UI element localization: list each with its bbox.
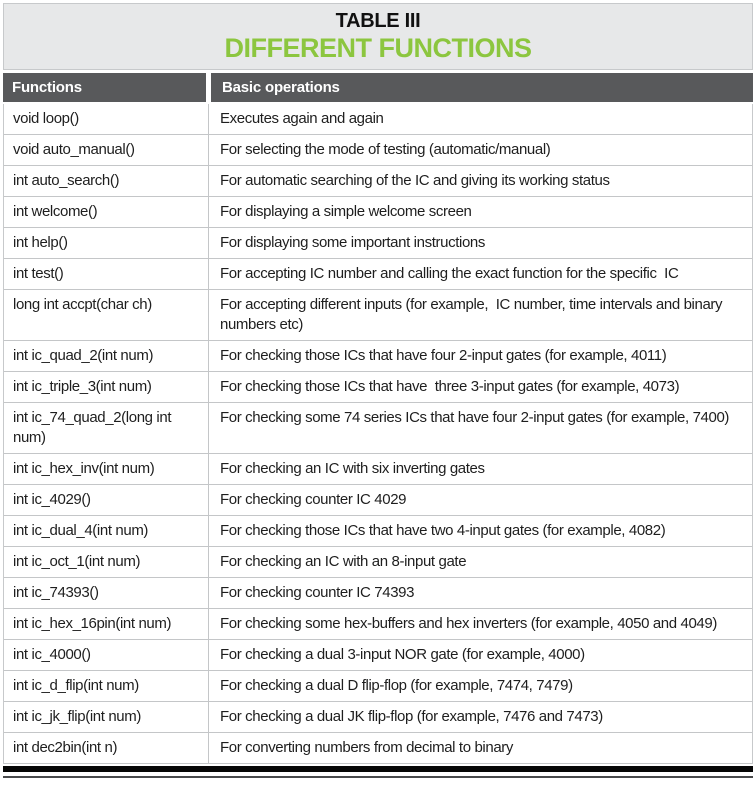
- table-row: [4, 702, 752, 733]
- table-row: [4, 609, 752, 640]
- table-row: [4, 290, 752, 341]
- operation-cell: For checking those ICs that have four 2-input gates (for example, 4011): [220, 347, 667, 364]
- function-cell: int ic_oct_1(int num): [4, 547, 209, 577]
- operation-cell: For converting numbers from decimal to binary: [220, 739, 514, 756]
- operation-cell: For checking an IC with six inverting gates: [220, 460, 485, 477]
- table-row: [4, 104, 752, 135]
- operation-cell: For checking a dual 3-input NOR gate (for example, 4000): [220, 646, 585, 663]
- table-row: [4, 403, 752, 454]
- bottom-rule-thin: [3, 776, 753, 778]
- operation-cell: For checking those ICs that have two 4-input gates (for example, 4082): [220, 522, 666, 539]
- table-row: [4, 516, 752, 547]
- function-cell: int ic_4000(): [4, 640, 209, 670]
- function-cell: int test(): [4, 259, 209, 289]
- function-cell: int ic_jk_flip(int num): [4, 702, 209, 732]
- function-cell: int ic_quad_2(int num): [4, 341, 209, 371]
- function-cell: int ic_triple_3(int num): [4, 372, 209, 402]
- table-row: [4, 547, 752, 578]
- operation-cell: For checking a dual JK flip-flop (for example, 7476 and 7473): [220, 708, 603, 725]
- table-row: [4, 671, 752, 702]
- operation-cell: For accepting different inputs (for example, IC number, time intervals and binary numbers etc): [220, 296, 726, 333]
- function-cell: int auto_search(): [4, 166, 209, 196]
- table-row: [4, 259, 752, 290]
- table-row: [4, 197, 752, 228]
- table-row: [4, 640, 752, 671]
- table-header-row: [3, 73, 753, 102]
- operation-cell: For checking a dual D flip-flop (for example, 7474, 7479): [220, 677, 573, 694]
- column-header-basic-operations: Basic operations: [211, 73, 753, 102]
- function-cell: void loop(): [4, 104, 209, 134]
- table-subtitle: DIFFERENT FUNCTIONS: [224, 33, 532, 63]
- function-cell: int ic_4029(): [4, 485, 209, 515]
- operation-cell: For selecting the mode of testing (automatic/manual): [220, 141, 551, 158]
- table-row: [4, 166, 752, 197]
- function-cell: int welcome(): [4, 197, 209, 227]
- function-cell: int ic_hex_inv(int num): [4, 454, 209, 484]
- operation-cell: For checking counter IC 74393: [220, 584, 415, 601]
- operation-cell: For displaying some important instructions: [220, 234, 485, 251]
- table-row: [4, 135, 752, 166]
- function-cell: void auto_manual(): [4, 135, 209, 165]
- operation-cell: For checking an IC with an 8-input gate: [220, 553, 467, 570]
- table-title-band: [3, 3, 753, 70]
- column-header-functions: Functions: [3, 73, 206, 102]
- table-row: [4, 578, 752, 609]
- operation-cell: For checking some hex-buffers and hex inverters (for example, 4050 and 4049): [220, 615, 717, 632]
- operation-cell: For displaying a simple welcome screen: [220, 203, 472, 220]
- function-cell: int ic_74393(): [4, 578, 209, 608]
- function-cell: int ic_dual_4(int num): [4, 516, 209, 546]
- operation-cell: Executes again and again: [220, 110, 384, 127]
- table-row: [4, 454, 752, 485]
- function-cell: long int accpt(char ch): [4, 290, 209, 340]
- function-cell: int ic_d_flip(int num): [4, 671, 209, 701]
- operation-cell: For checking those ICs that have three 3-input gates (for example, 4073): [220, 378, 680, 395]
- function-cell: int help(): [4, 228, 209, 258]
- table-row: [4, 372, 752, 403]
- table-row: [4, 485, 752, 516]
- function-cell: int dec2bin(int n): [4, 733, 209, 763]
- bottom-rule-thick: [3, 766, 753, 772]
- operation-cell: For checking some 74 series ICs that have four 2-input gates (for example, 7400): [220, 409, 730, 426]
- table-row: [4, 228, 752, 259]
- table-row: [4, 733, 752, 764]
- operation-cell: For automatic searching of the IC and giving its working status: [220, 172, 610, 189]
- function-cell: int ic_74_quad_2(long int num): [4, 403, 209, 453]
- table-number-title: TABLE III: [335, 10, 421, 32]
- table-row: [4, 341, 752, 372]
- function-cell: int ic_hex_16pin(int num): [4, 609, 209, 639]
- table-body: [3, 104, 753, 764]
- operation-cell: For accepting IC number and calling the exact function for the specific IC: [220, 265, 679, 282]
- operation-cell: For checking counter IC 4029: [220, 491, 407, 508]
